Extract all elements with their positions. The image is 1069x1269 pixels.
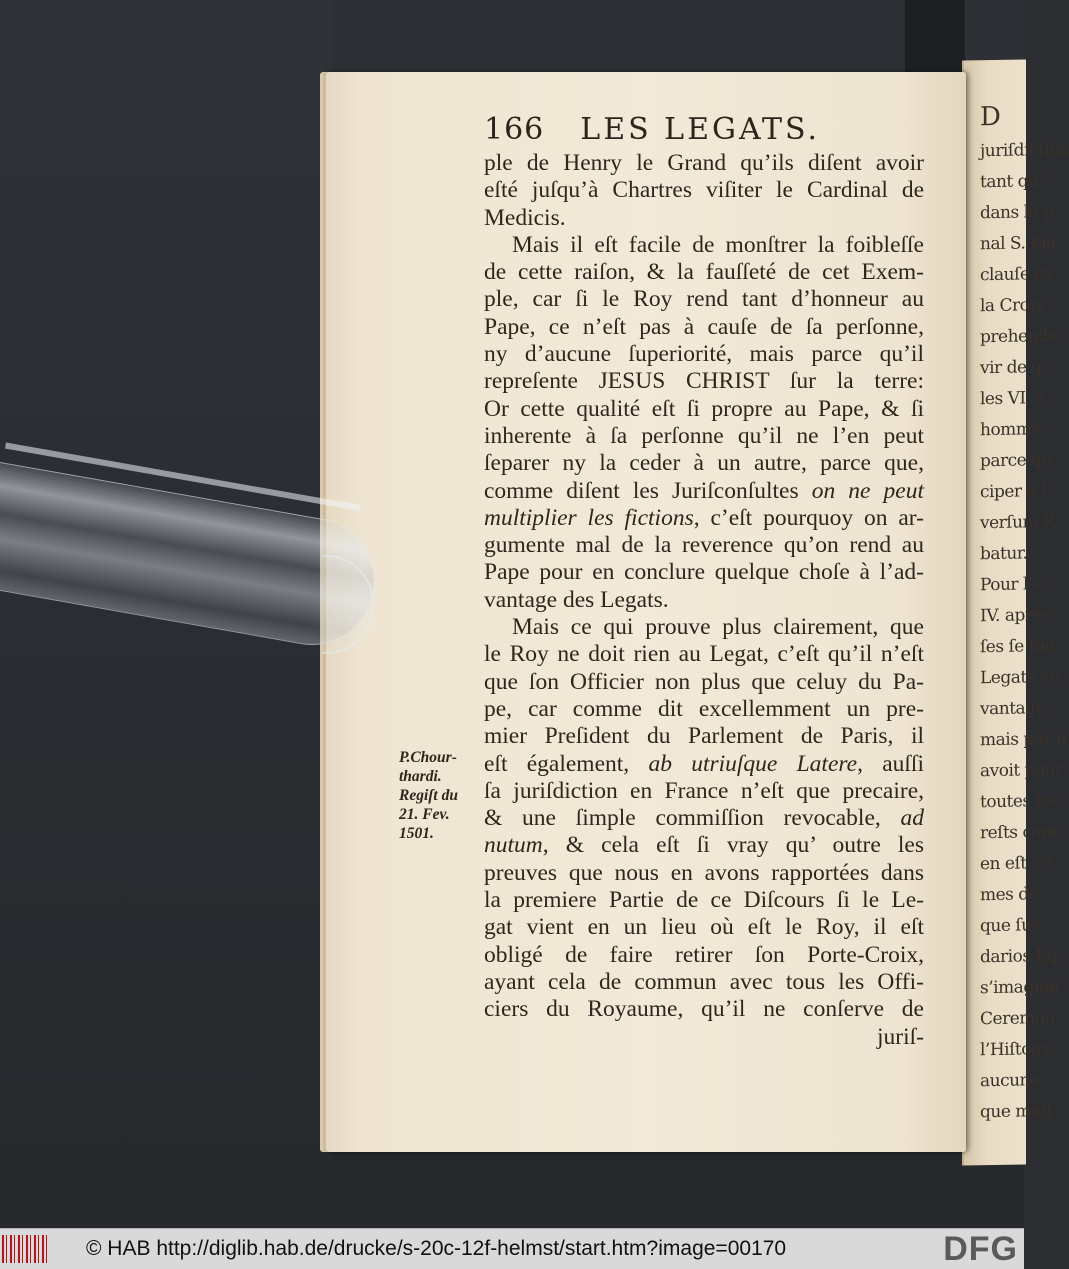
text-segment: Mais il eſt facile de monſtrer la foibleſſe <box>512 231 924 258</box>
text-line <box>484 587 924 614</box>
text-segment: pe, car comme dit excellemment un pre- <box>484 695 924 722</box>
text-line <box>484 450 924 477</box>
text-line <box>484 396 924 423</box>
text-line <box>484 641 924 668</box>
facing-page-fragment: dans la p <box>980 201 1054 224</box>
viewer-footer <box>0 1228 1024 1269</box>
running-title: LES LEGATS. <box>580 112 821 147</box>
text-segment: & une ſimple commiſſion revocable, <box>484 805 901 832</box>
facing-page-fragment: prehende <box>980 325 1058 348</box>
running-head <box>484 112 924 147</box>
text-line <box>484 614 924 641</box>
text-segment: Or cette qualité eſt ſi propre au Pape, & ſi <box>484 395 924 422</box>
italic-segment: ab utriuſque Latere <box>648 750 858 777</box>
text-segment: , auſſi <box>857 750 924 777</box>
facing-page-fragment: tant qu’ <box>980 171 1044 193</box>
text-segment: repreſente JESUS CHRIST ſur la terre: <box>484 368 924 395</box>
page-number: 166 <box>484 112 545 147</box>
margin-note-line: thardi. <box>399 768 442 785</box>
facing-page-fragment: les VI. a <box>980 388 1046 410</box>
text-line <box>484 505 924 532</box>
text-segment: comme diſent les Juriſconſultes <box>484 477 812 504</box>
margin-note <box>399 748 479 843</box>
facing-page-fragment: toutes les <box>980 790 1059 813</box>
text-segment: ſeparer ny la ceder à un autre, parce que, <box>484 450 924 477</box>
text-segment: obligé de faire retirer ſon Porte-Croix, <box>484 941 924 968</box>
facing-page-fragment: avoit pour <box>980 759 1063 782</box>
facing-page-fragment: IV. aprés <box>980 605 1051 627</box>
text-line <box>484 478 924 505</box>
text-segment: le Roy ne doit rien au Legat, c’eſt qu’il n’eſt <box>484 641 924 668</box>
text-segment: juriſ- <box>877 1023 924 1050</box>
text-segment: Pape, ce n’eſt pas à cauſe de ſa perſonne, <box>484 313 924 340</box>
text-segment: gat vient en un lieu où eſt le Roy, il eſt <box>484 914 924 941</box>
text-segment: vantage des Legats. <box>484 586 669 613</box>
text-segment: inherente à ſa perſonne qu’il ne l’en peut <box>484 422 924 449</box>
italic-segment: multiplier les fictions <box>484 504 694 531</box>
text-segment: eſt également, <box>484 750 649 777</box>
text-line <box>484 696 924 723</box>
text-segment: mier Preſident du Parlement de Paris, il <box>484 723 924 750</box>
copyright-link[interactable]: © HAB http://diglib.hab.de/drucke/s-20c-12f-helmst/start.htm?image=00170 <box>86 1237 787 1260</box>
text-line <box>484 232 924 259</box>
text-segment: ny d’aucune ſuperiorité, mais parce qu’il <box>484 341 924 368</box>
facing-page-fragment: darios Eq <box>980 945 1058 968</box>
facing-page-fragment: juriſdiction <box>980 139 1069 162</box>
text-segment: , c’eſt pourquoy on ar- <box>693 504 924 531</box>
facing-page-fragment: l’Hiſtoire <box>980 1038 1054 1061</box>
text-line <box>484 996 924 1023</box>
text-line <box>484 368 924 395</box>
text-segment: la premiere Partie de ce Diſcours ſi le Le- <box>484 887 924 914</box>
facing-page-fragment: aucune <box>980 1070 1040 1092</box>
text-segment: ſa juriſdiction en France n’eſt que precaire, <box>484 777 924 804</box>
facing-page-fragment: mes de <box>980 884 1039 906</box>
text-segment: preuves que nous en avons rapportées dans <box>484 859 924 886</box>
margin-note-line: 1501. <box>399 825 434 842</box>
italic-segment: on ne peut <box>811 477 925 504</box>
margin-note-line: Regiſt du <box>399 787 458 804</box>
text-line <box>484 832 924 859</box>
text-line <box>484 778 924 805</box>
facing-page-fragment: Legats en <box>980 666 1060 689</box>
facing-page-fragment: en eſt co <box>980 853 1051 875</box>
text-line <box>484 341 924 368</box>
text-segment: Mais ce qui prouve plus clairement, que <box>512 614 924 641</box>
text-segment: ayant cela de commun avec tous les Offi- <box>484 968 924 995</box>
text-line <box>484 887 924 914</box>
facing-page-fragment: clauſe ex <box>980 263 1053 286</box>
text-line <box>484 860 924 887</box>
text-line <box>484 314 924 341</box>
text-line <box>484 286 924 313</box>
facing-page-fragment: que ſur <box>980 915 1040 937</box>
text-line <box>484 969 924 996</box>
facing-page-fragment: homme <box>980 419 1041 441</box>
text-line <box>484 805 924 832</box>
facing-page-fragment: nal S. Pie <box>980 232 1056 255</box>
italic-segment: nutum <box>484 832 543 859</box>
text-line <box>484 723 924 750</box>
facing-page-fragment: batur. <box>980 543 1028 565</box>
text-segment: ple de Henry le Grand qu’ils diſent avoir <box>484 150 924 176</box>
margin-note-line: P.Chour- <box>399 749 457 766</box>
text-segment: gumente mal de la reverence qu’on rend au <box>484 532 924 559</box>
text-segment: ple, car ſi le Roy rend tant d’honneur au <box>484 286 924 313</box>
page-body <box>484 150 924 1051</box>
facing-page-fragment: ſes ſe fon <box>980 635 1055 658</box>
text-segment: Pape pour en conclure quelque choſe à l’ad- <box>484 559 924 586</box>
facing-page-fragment: vir de q <box>980 357 1042 379</box>
text-line <box>484 669 924 696</box>
text-segment: , & cela eſt ſi vray qu’ outre les <box>542 832 924 859</box>
facing-page-fragment: Pour l’e <box>980 574 1043 596</box>
text-line <box>484 751 924 778</box>
text-line <box>484 177 924 204</box>
hab-logo-icon <box>2 1235 50 1263</box>
text-line <box>484 150 924 177</box>
text-segment: Medicis. <box>484 204 566 231</box>
facing-page-edge <box>962 59 1069 1165</box>
text-line <box>484 532 924 559</box>
facing-page-fragment: s’imagine <box>980 976 1059 999</box>
text-line <box>484 559 924 586</box>
dark-background-bottom <box>330 1140 1024 1228</box>
dfg-logo: DFG <box>943 1229 1018 1268</box>
facing-page-fragment: reſts contr <box>980 821 1066 844</box>
text-segment: de cette raiſon, & la fauſſeté de cet Exem- <box>484 259 924 286</box>
facing-page-fragment: que man <box>980 1101 1051 1123</box>
text-line <box>484 259 924 286</box>
facing-page-fragment: parce qu <box>980 449 1052 472</box>
facing-page-fragment: D <box>980 101 1001 133</box>
facing-page-fragment: mais par u <box>980 728 1067 751</box>
facing-page-fragment: verſum R <box>980 511 1056 534</box>
text-line <box>484 914 924 941</box>
text-segment: eſté juſqu’à Chartres viſiter le Cardinal de <box>484 177 924 204</box>
italic-segment: ad <box>900 805 924 832</box>
text-line <box>484 205 924 232</box>
text-segment: ciers du Royaume, qu’il ne conſerve de <box>484 996 924 1023</box>
facing-page-fragment: ciper à l <box>980 481 1046 503</box>
dark-strip <box>905 0 965 80</box>
margin-note-line: 21. Fev. <box>399 806 450 823</box>
text-line <box>484 423 924 450</box>
text-segment: que ſon Officier non plus que celuy du Pa- <box>484 668 924 695</box>
facing-page-fragment: Ceremon <box>980 1007 1056 1030</box>
facing-page-fragment: la Croix <box>980 295 1044 317</box>
text-line <box>484 942 924 969</box>
text-line <box>484 1024 924 1051</box>
facing-page-fragment: vantage, <box>980 698 1051 720</box>
